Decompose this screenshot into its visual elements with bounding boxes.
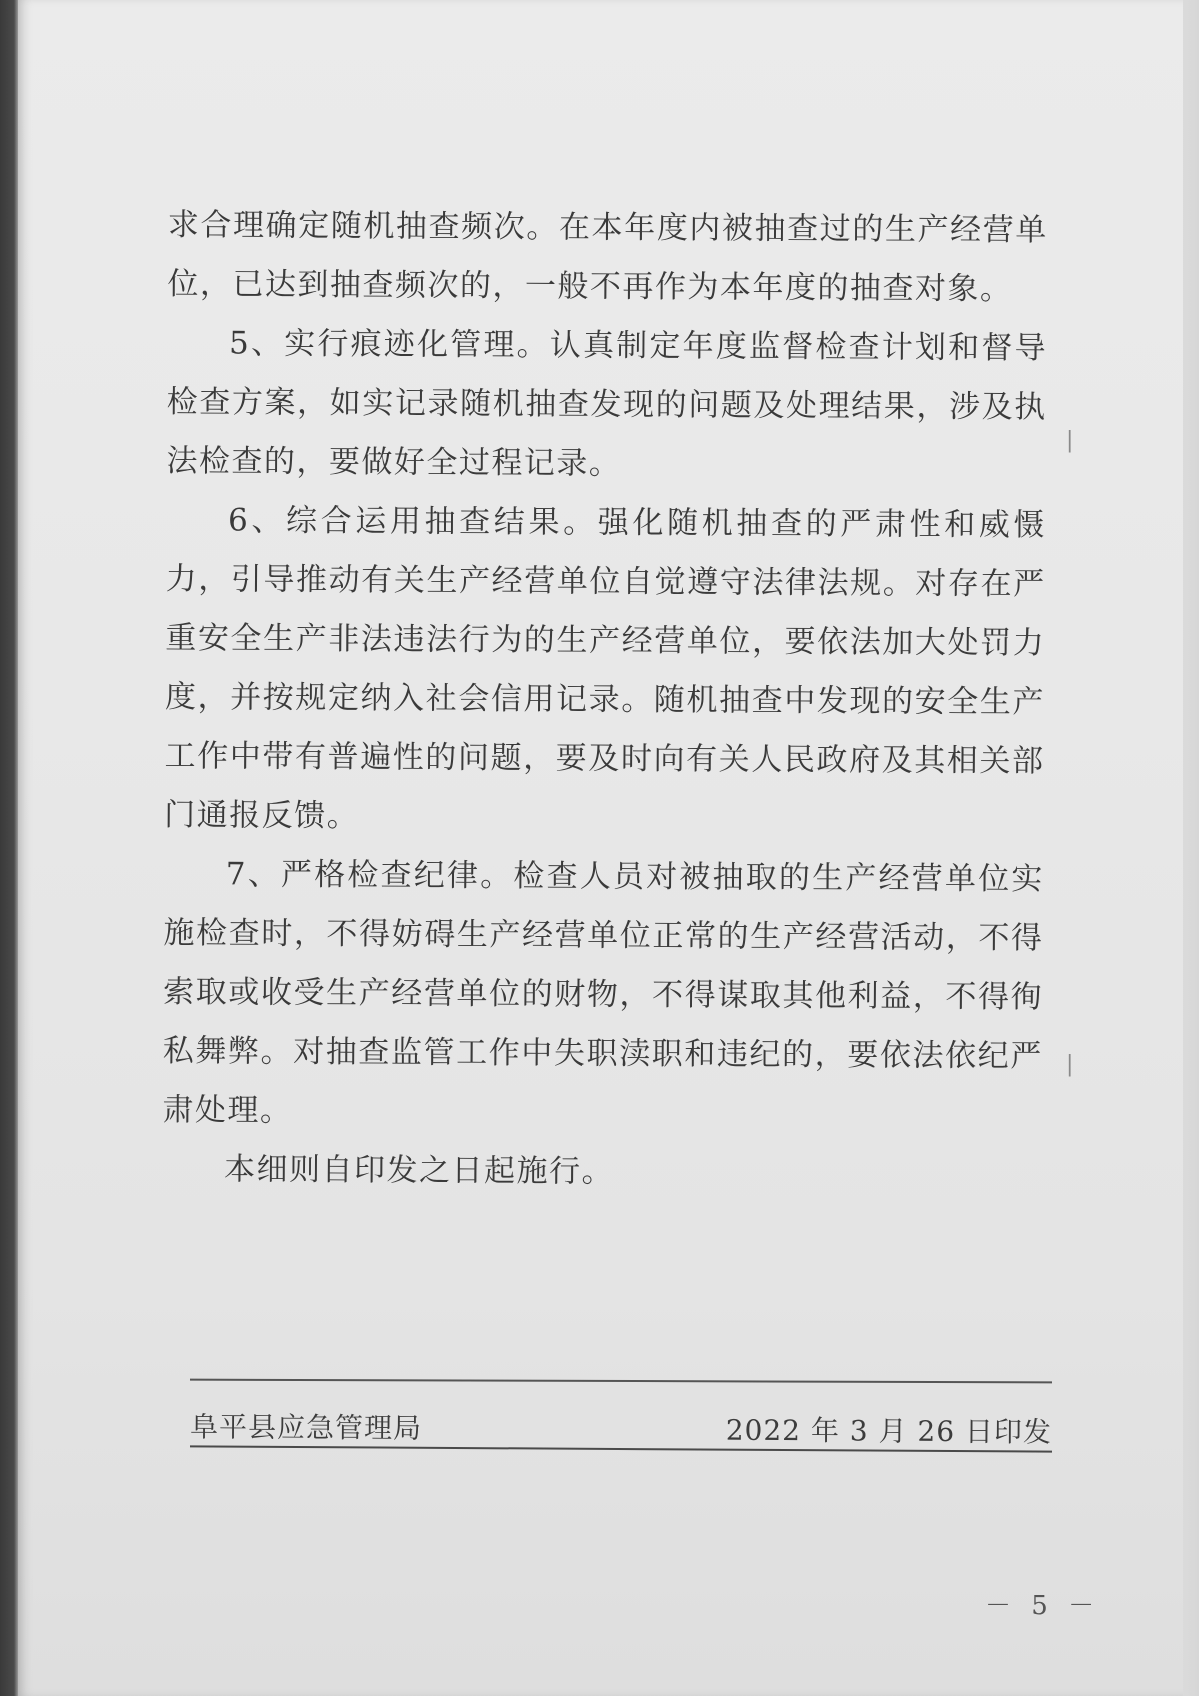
- paragraph-item-5: 5、实行痕迹化管理。认真制定年度监督检查计划和督导检查方案，如实记录随机抽查发现的问题及处理结果，涉及执法检查的，要做好全过程记录。: [166, 325, 1048, 482]
- paragraph-item-7: 7、严格检查纪律。检查人员对被抽取的生产经营单位实施检查时，不得妨碍生产经营单位正常的生产经营活动，不得索取或收受生产经营单位的财物，不得谋取其他利益，不得徇私舞弊。对抽查监管工作中失职渎职和违纪的，要依法依纪严肃处理。: [162, 856, 1044, 1129]
- page-number: － 5 －: [985, 1591, 1101, 1621]
- paragraph-effective-date: 本细则自印发之日起施行。: [223, 1151, 615, 1190]
- paragraph-continuation: 求合理确定随机抽查频次。在本年度内被抽查过的生产经营单位，已达到抽查频次的，一般不再作为本年度的抽查对象。: [167, 206, 1048, 308]
- bleed-through-mark: |: [1066, 428, 1074, 453]
- paragraph-item-6: 6、综合运用抽查结果。强化随机抽查的严肃性和威慑力，引导推动有关生产经营单位自觉遵守法律法规。对存在严重安全生产非法违法行为的生产经营单位，要依法加大处罚力度，并按规定纳入社会信用记录。随机抽查中发现的安全生产工作中带有普遍性的问题，要及时向有关人民政府及其相关部门通报反馈。: [164, 502, 1047, 835]
- issuing-organization: 阜平县应急管理局: [189, 1410, 423, 1445]
- issuance-date: 2022 年 3 月 26 日印发: [725, 1413, 1053, 1449]
- bleed-through-mark: |: [1066, 1052, 1074, 1077]
- document-body: [162, 196, 1048, 1204]
